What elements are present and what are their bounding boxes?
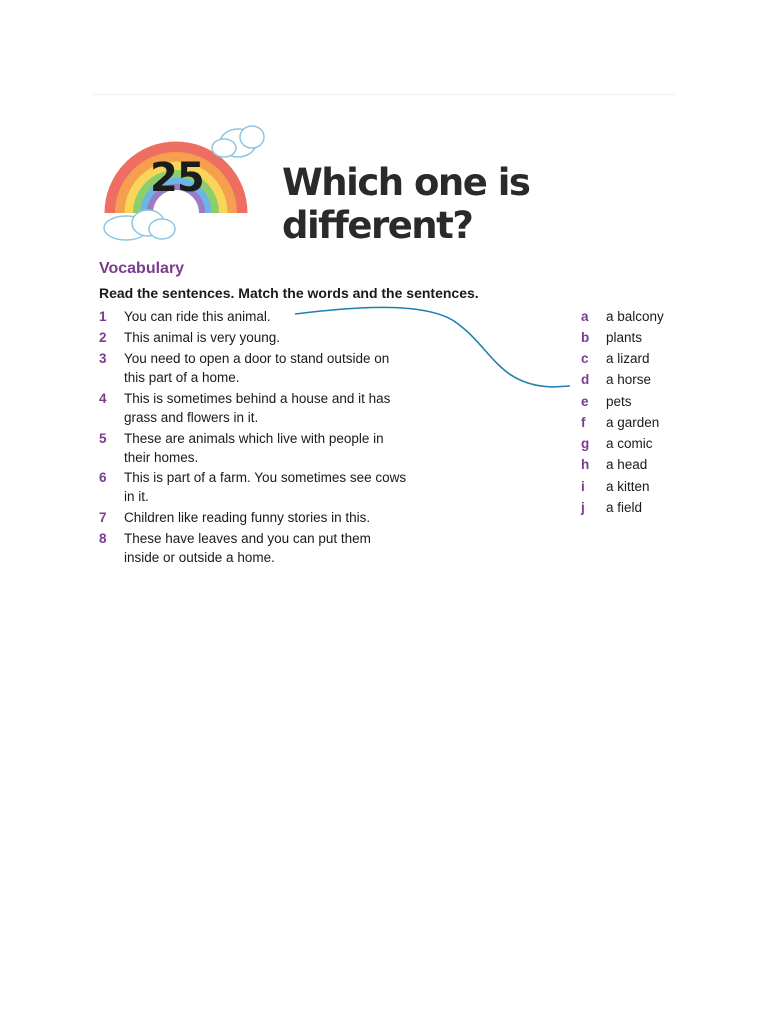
option-word: a lizard (606, 351, 650, 366)
sentence-text: You need to open a door to stand outside on this part of a home. (124, 351, 390, 385)
option-letter: g (581, 436, 590, 451)
option-letter: d (581, 372, 590, 387)
sentence-number: 1 (99, 309, 107, 324)
option-word: a balcony (606, 309, 664, 324)
option-letter: j (581, 500, 585, 515)
option-letter: h (581, 457, 590, 472)
sentence-text: You can ride this animal. (124, 309, 271, 324)
sentence-text: This animal is very young. (124, 330, 281, 345)
sentence-number: 5 (99, 431, 107, 446)
option-word: pets (606, 394, 632, 409)
section-heading: Vocabulary (99, 260, 185, 277)
option-word: a horse (606, 372, 652, 387)
sentence-number: 4 (99, 391, 107, 406)
option-word: a comic (606, 436, 653, 451)
sentence-number: 8 (99, 531, 107, 546)
option-word: a garden (606, 415, 660, 430)
option-word: a head (606, 457, 648, 472)
option-letter: i (581, 479, 585, 494)
option-letter: c (581, 351, 589, 366)
sentence-number: 3 (99, 351, 107, 366)
sentence-number: 2 (99, 330, 107, 345)
option-letter: f (581, 415, 586, 430)
unit-number: 25 (150, 155, 204, 201)
sentence-text: This is sometimes behind a house and it has grass and flowers in it. (124, 391, 391, 425)
sentence-text: These have leaves and you can put them inside or outside a home. (124, 531, 371, 565)
option-word: a field (606, 500, 643, 515)
option-letter: a (581, 309, 589, 324)
option-letter: e (581, 394, 589, 409)
sentence-number: 6 (99, 470, 107, 485)
sentence-text: These are animals which live with people in their homes. (124, 431, 384, 465)
option-letter: b (581, 330, 590, 345)
worksheet-page (92, 94, 676, 575)
instruction-text: Read the sentences. Match the words and the sentences. (99, 285, 479, 301)
example-match-line (92, 95, 676, 575)
sentence-number: 7 (99, 510, 107, 525)
option-word: plants (606, 330, 643, 345)
option-word: a kitten (606, 479, 650, 494)
sentence-text: Children like reading funny stories in this. (124, 510, 371, 525)
sentence-text: This is part of a farm. You sometimes see cows in it. (124, 470, 407, 504)
page-title: Which one is different? (282, 161, 530, 247)
